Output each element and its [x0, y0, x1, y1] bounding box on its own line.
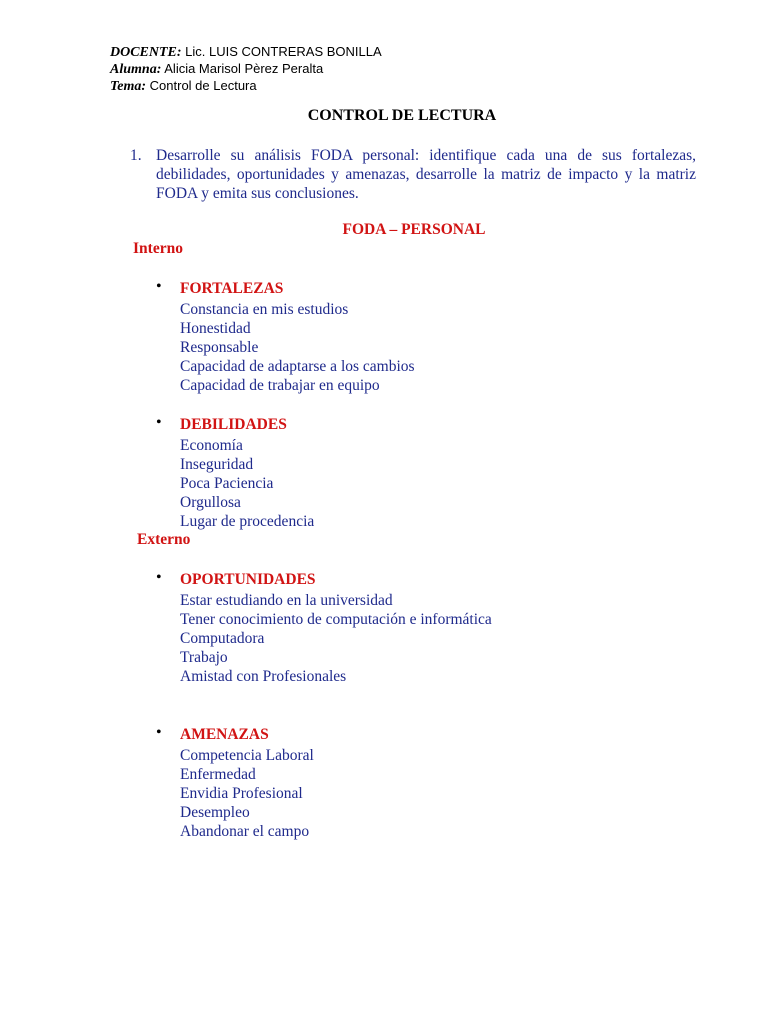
fortalezas-title: FORTALEZAS: [180, 280, 284, 297]
list-item: Lugar de procedencia: [180, 513, 315, 530]
section-externo: Externo: [137, 531, 191, 548]
alumna-line: [110, 61, 382, 78]
list-item: Trabajo: [180, 649, 228, 666]
list-item: Honestidad: [180, 320, 251, 337]
bullet-icon: •: [156, 724, 162, 741]
list-item: Responsable: [180, 339, 259, 356]
amenazas-group: [156, 725, 314, 841]
fortalezas-group: [156, 279, 415, 395]
document-title: CONTROL DE LECTURA: [307, 107, 497, 124]
list-item: Inseguridad: [180, 456, 254, 473]
list-item: Desempleo: [180, 804, 250, 821]
alumna-value: Alicia Marisol Pèrez Peralta: [161, 61, 324, 76]
list-item: Amistad con Profesionales: [180, 668, 347, 685]
list-item: Enfermedad: [180, 766, 256, 783]
docente-value: Lic. LUIS CONTRERAS BONILLA: [181, 44, 382, 59]
section-interno: Interno: [133, 240, 183, 257]
list-item: Constancia en mis estudios: [180, 301, 349, 318]
question-number: 1.: [130, 147, 142, 164]
document-header: [110, 44, 382, 95]
tema-value: Control de Lectura: [146, 78, 257, 93]
list-item: Capacidad de adaptarse a los cambios: [180, 358, 415, 375]
oportunidades-title: OPORTUNIDADES: [180, 571, 316, 588]
list-item: Economía: [180, 437, 243, 454]
bullet-icon: •: [156, 278, 162, 295]
foda-title: FODA – PERSONAL: [342, 221, 486, 238]
docente-label: DOCENTE:: [110, 45, 182, 60]
list-item: Capacidad de trabajar en equipo: [180, 377, 380, 394]
list-item: Competencia Laboral: [180, 747, 314, 764]
list-item: Poca Paciencia: [180, 475, 274, 492]
oportunidades-group: [156, 570, 492, 686]
tema-label: Tema:: [110, 79, 147, 94]
docente-line: [110, 44, 382, 61]
question-item: [130, 146, 696, 203]
bullet-icon: •: [156, 569, 162, 586]
list-item: Envidia Profesional: [180, 785, 303, 802]
list-item: Estar estudiando en la universidad: [180, 592, 393, 609]
bullet-icon: •: [156, 414, 162, 431]
tema-line: [110, 78, 382, 95]
debilidades-title: DEBILIDADES: [180, 416, 287, 433]
debilidades-group: [156, 415, 314, 531]
amenazas-title: AMENAZAS: [180, 726, 269, 743]
list-item: Orgullosa: [180, 494, 241, 511]
question-text: Desarrolle su análisis FODA personal: identifique cada una de sus fortalezas, debilidades, oportunidades y amenazas, desarrolle la matriz de impacto y la matriz FODA y emita sus conclusiones.: [156, 147, 696, 202]
list-item: Abandonar el campo: [180, 823, 310, 840]
list-item: Computadora: [180, 630, 265, 647]
list-item: Tener conocimiento de computación e informática: [180, 611, 492, 628]
alumna-label: Alumna:: [110, 62, 162, 77]
